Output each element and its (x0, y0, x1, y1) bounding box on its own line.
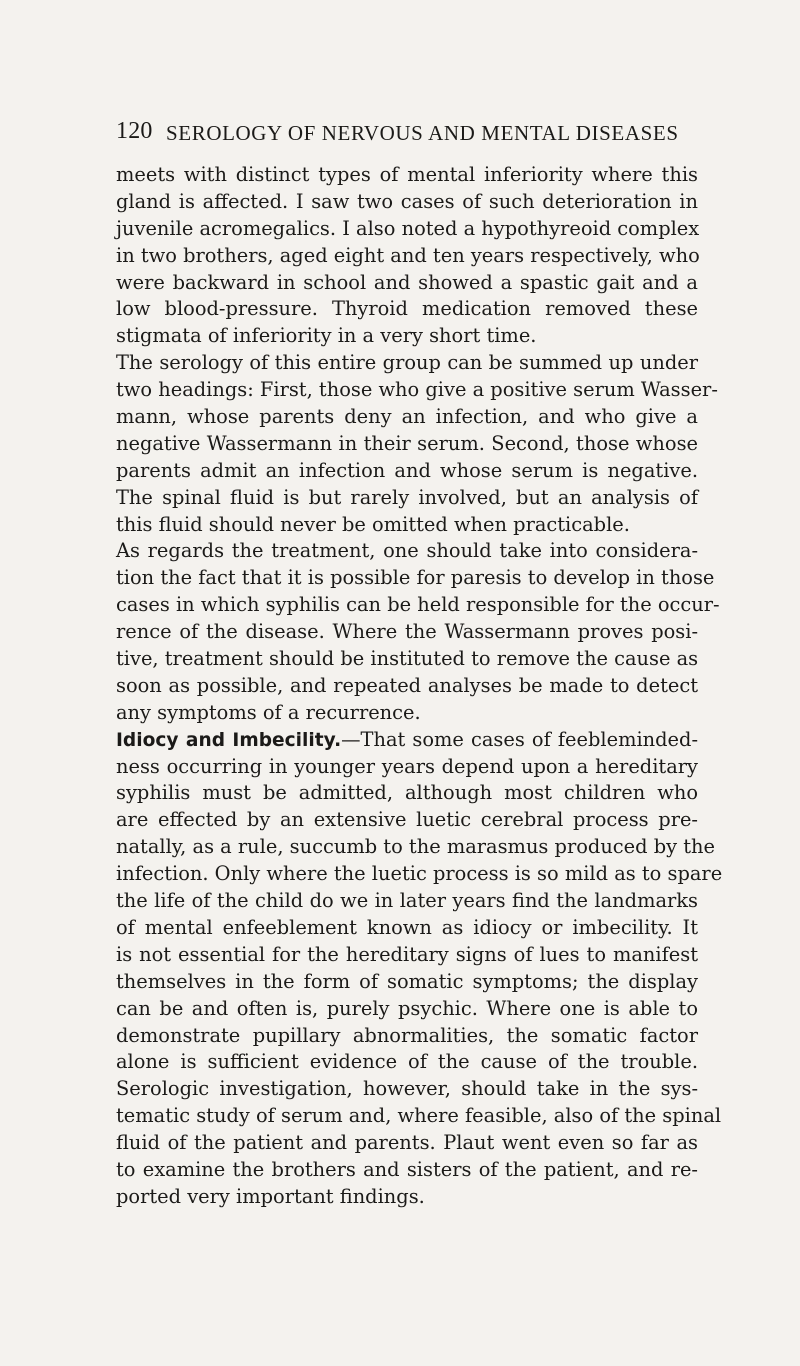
text-line: tematic study of serum and, where feasible, also of the spinal (116, 1104, 722, 1128)
running-title: SEROLOGY OF NERVOUS AND MENTAL DISEASES (166, 121, 679, 145)
text-line: natally, as a rule, succumb to the marasmus produced by the (116, 835, 716, 859)
text-line: two headings: First, those who give a positive serum Wasser- (116, 378, 718, 402)
page-number: 120 (116, 118, 153, 144)
text-line: As regards the treatment, one should take into considera- (116, 539, 698, 563)
text-line: can be and often is, purely psychic. Where one is able to (116, 996, 698, 1020)
text-line: infection. Only where the luetic process is so mild as to spare (116, 862, 723, 886)
text-line: the life of the child do we in later years find the landmarks (116, 889, 698, 913)
text-line: fluid of the patient and parents. Plaut went even so far as (116, 1131, 698, 1155)
text-line: The serology of this entire group can be summed up under (116, 351, 698, 375)
text-line: themselves in the form of somatic symptoms; the display (116, 969, 698, 993)
text-line: rence of the disease. Where the Wassermann proves posi- (116, 620, 698, 644)
text-line (116, 727, 698, 754)
text-line: alone is sufficient evidence of the cause of the trouble. (116, 1050, 698, 1074)
text-line: The spinal fluid is but rarely involved, but an analysis of (116, 485, 698, 509)
text-line: any symptoms of a recurrence. (116, 700, 421, 724)
text-line: parents admit an infection and whose serum is negative. (116, 458, 698, 482)
text-line: low blood-pressure. Thyroid medication removed these (116, 297, 698, 321)
text-line: are effected by an extensive luetic cerebral process pre- (116, 808, 698, 832)
text-line: negative Wassermann in their serum. Second, those whose (116, 431, 698, 455)
text-line: is not essential for the hereditary signs of lues to manifest (116, 942, 698, 966)
text-line: mann, whose parents deny an infection, and who give a (116, 405, 698, 429)
section-heading: Idiocy and Imbecility. (116, 729, 342, 751)
text-line: meets with distinct types of mental inferiority where this (116, 163, 698, 186)
text-line: syphilis must be admitted, although most children who (116, 781, 698, 805)
text-line: soon as possible, and repeated analyses be made to detect (116, 673, 698, 697)
text-line: cases in which syphilis can be held responsible for the occur- (116, 593, 720, 617)
heading-continuation: —That some cases of feebleminded- (341, 727, 698, 751)
text-line: in two brothers, aged eight and ten years respectively, who (116, 243, 700, 267)
text-line: were backward in school and showed a spastic gait and a (116, 270, 698, 294)
text-line: this fluid should never be omitted when practicable. (116, 512, 630, 536)
text-line: Serologic investigation, however, should take in the sys- (116, 1077, 698, 1101)
text-line: ported very important findings. (116, 1184, 425, 1208)
text-line: stigmata of inferiority in a very short time. (116, 324, 537, 348)
text-line: ness occurring in younger years depend upon a hereditary (116, 754, 698, 778)
text-line: tive, treatment should be instituted to remove the cause as (116, 647, 699, 671)
page-header (116, 118, 716, 148)
text-line: to examine the brothers and sisters of the patient, and re- (116, 1157, 698, 1181)
body-text (116, 162, 723, 1211)
text-line: demonstrate pupillary abnormalities, the somatic factor (116, 1023, 698, 1047)
text-line: gland is affected. I saw two cases of such deterioration in (116, 189, 698, 213)
text-line: of mental enfeeblement known as idiocy or imbecility. It (116, 915, 698, 939)
text-line: juvenile acromegalics. I also noted a hypothyreoid complex (116, 216, 700, 240)
text-line: tion the fact that it is possible for paresis to develop in those (116, 566, 715, 590)
